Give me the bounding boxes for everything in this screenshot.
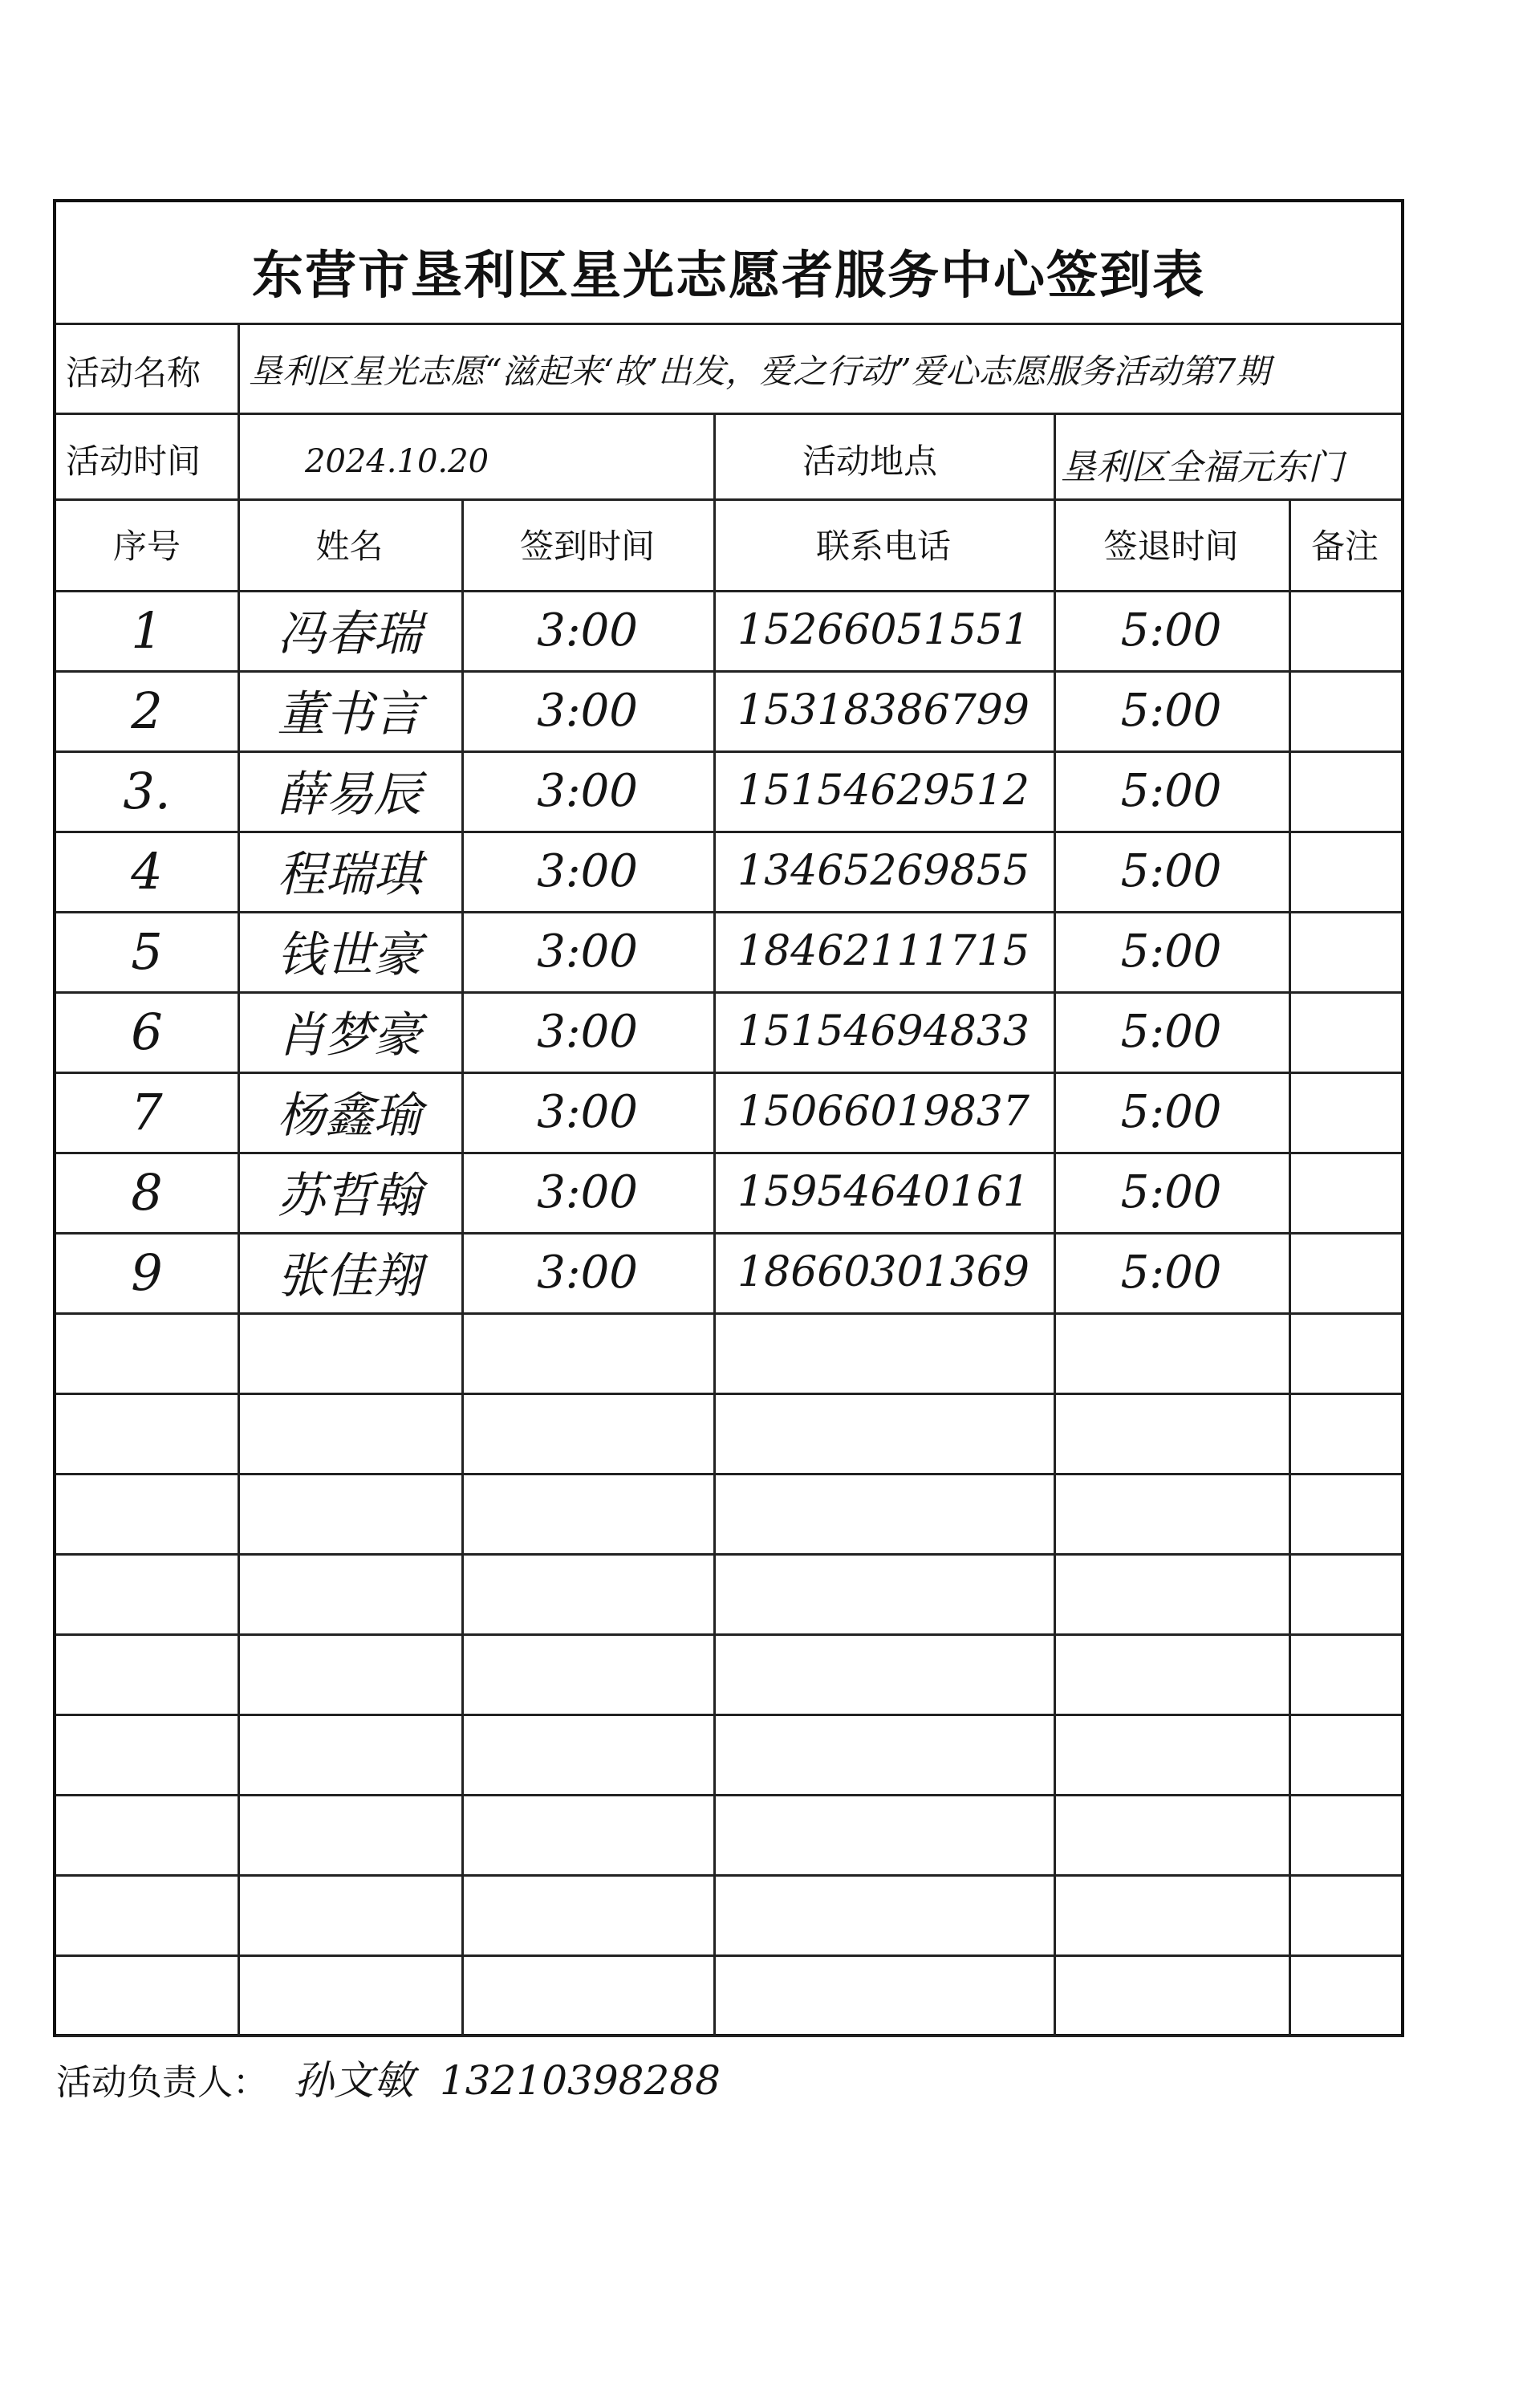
row-sign-in-time <box>461 1874 713 1954</box>
leader-name: 孙文敏 <box>294 2057 414 2104</box>
row-note <box>1289 1232 1401 1312</box>
row-sign-out-time <box>1054 1312 1289 1393</box>
row-name: 肖梦豪 <box>277 1007 422 1064</box>
header-name: 姓名 <box>315 527 384 566</box>
row-phone <box>713 1954 1054 2035</box>
row-seq: 3. <box>123 761 171 820</box>
leader-phone: 13210398288 <box>440 2057 721 2104</box>
row-seq <box>56 1954 238 2035</box>
row-name: 张佳翔 <box>277 1248 422 1304</box>
row-name <box>238 1553 461 1633</box>
row-note <box>1289 1312 1401 1393</box>
row-sign-out-time: 5:00 <box>1120 764 1222 817</box>
row-sign-out-time: 5:00 <box>1120 1246 1222 1299</box>
row-note <box>1289 750 1401 831</box>
row-phone <box>713 1633 1054 1714</box>
row-phone <box>713 1553 1054 1633</box>
row-seq: 6 <box>131 1002 163 1061</box>
row-sign-in-time <box>461 1633 713 1714</box>
row-note <box>1289 991 1401 1072</box>
row-sign-out-time <box>1054 1794 1289 1874</box>
activity-time-label: 活动时间 <box>66 441 201 481</box>
activity-place-label: 活动地点 <box>802 441 938 481</box>
row-sign-in-time <box>461 1393 713 1473</box>
row-seq <box>56 1874 238 1954</box>
row-seq <box>56 1714 238 1794</box>
row-sign-out-time: 5:00 <box>1120 1165 1222 1218</box>
row-phone <box>713 1393 1054 1473</box>
row-sign-in-time: 3:00 <box>537 1246 638 1299</box>
row-note <box>1289 1874 1401 1954</box>
row-seq <box>56 1553 238 1633</box>
row-name <box>238 1874 461 1954</box>
row-sign-in-time: 3:00 <box>537 844 638 897</box>
row-sign-out-time: 5:00 <box>1120 1085 1222 1138</box>
row-phone: 15154694833 <box>737 1007 1029 1056</box>
row-phone: 15066019837 <box>737 1088 1029 1136</box>
row-phone: 15266051551 <box>737 606 1029 654</box>
row-phone: 15318386799 <box>737 686 1029 734</box>
row-note <box>1289 1393 1401 1473</box>
row-sign-in-time <box>461 1312 713 1393</box>
row-sign-in-time: 3:00 <box>537 684 638 737</box>
row-sign-in-time <box>461 1553 713 1633</box>
row-sign-in-time: 3:00 <box>537 925 638 978</box>
row-phone <box>713 1312 1054 1393</box>
row-sign-out-time <box>1054 1633 1289 1714</box>
row-sign-in-time <box>461 1794 713 1874</box>
row-name <box>238 1794 461 1874</box>
activity-place-value: 垦利区全福元东门 <box>1061 447 1343 488</box>
row-sign-out-time: 5:00 <box>1120 604 1222 657</box>
row-sign-in-time: 3:00 <box>537 764 638 817</box>
header-sign-out-time: 签退时间 <box>1103 527 1239 566</box>
row-seq: 1 <box>131 600 163 660</box>
row-seq <box>56 1794 238 1874</box>
sign-in-sheet <box>53 199 1404 2037</box>
row-seq: 9 <box>131 1243 163 1302</box>
header-sign-in-time: 签到时间 <box>519 527 655 566</box>
row-note <box>1289 1633 1401 1714</box>
row-sign-in-time <box>461 1714 713 1794</box>
footer <box>56 2048 721 2106</box>
activity-time-value: 2024.10.20 <box>305 443 489 480</box>
row-sign-in-time: 3:00 <box>537 604 638 657</box>
row-note <box>1289 831 1401 911</box>
row-seq: 4 <box>131 841 163 901</box>
row-name: 杨鑫瑜 <box>277 1088 422 1144</box>
row-name <box>238 1954 461 2035</box>
row-phone: 18462111715 <box>737 927 1029 975</box>
row-sign-out-time: 5:00 <box>1120 1005 1222 1058</box>
sheet-title: 东营市垦利区星光志愿者服务中心签到表 <box>252 246 1205 306</box>
row-sign-in-time: 3:00 <box>537 1085 638 1138</box>
row-sign-out-time: 5:00 <box>1120 684 1222 737</box>
header-phone: 联系电话 <box>815 527 951 566</box>
leader-label: 活动负责人： <box>56 2062 268 2103</box>
row-note <box>1289 1794 1401 1874</box>
row-divider <box>56 2035 1401 2037</box>
row-seq <box>56 1312 238 1393</box>
row-name <box>238 1393 461 1473</box>
row-note <box>1289 1714 1401 1794</box>
row-seq: 8 <box>131 1162 163 1222</box>
row-name: 苏哲翰 <box>277 1168 422 1224</box>
row-sign-out-time <box>1054 1874 1289 1954</box>
row-name: 程瑞琪 <box>277 847 422 903</box>
row-phone: 13465269855 <box>737 847 1029 895</box>
row-sign-out-time <box>1054 1954 1289 2035</box>
row-name: 冯春瑞 <box>277 606 422 662</box>
row-seq <box>56 1633 238 1714</box>
row-sign-out-time <box>1054 1714 1289 1794</box>
row-note <box>1289 911 1401 991</box>
row-seq <box>56 1393 238 1473</box>
row-name: 董书言 <box>277 686 422 742</box>
row-phone <box>713 1874 1054 1954</box>
row-phone: 15154629512 <box>737 767 1029 815</box>
row-name <box>238 1312 461 1393</box>
row-phone: 18660301369 <box>737 1248 1029 1296</box>
row-seq <box>56 1473 238 1553</box>
row-name <box>238 1633 461 1714</box>
row-sign-out-time: 5:00 <box>1120 925 1222 978</box>
row-note <box>1289 1473 1401 1553</box>
header-seq: 序号 <box>112 527 181 566</box>
row-seq: 2 <box>131 681 163 740</box>
row-phone: 15954640161 <box>737 1168 1029 1216</box>
row-sign-in-time <box>461 1473 713 1553</box>
row-sign-in-time: 3:00 <box>537 1005 638 1058</box>
row-note <box>1289 1072 1401 1152</box>
row-sign-out-time: 5:00 <box>1120 844 1222 897</box>
row-phone <box>713 1714 1054 1794</box>
row-name: 薛易辰 <box>277 767 422 823</box>
row-sign-in-time <box>461 1954 713 2035</box>
row-note <box>1289 590 1401 670</box>
row-sign-out-time <box>1054 1473 1289 1553</box>
row-name <box>238 1473 461 1553</box>
row-name: 钱世豪 <box>277 927 422 983</box>
activity-name-label: 活动名称 <box>66 353 201 393</box>
row-phone <box>713 1473 1054 1553</box>
row-note <box>1289 1954 1401 2035</box>
activity-name-value: 垦利区星光志愿“滋起来‘故’出发，爱之行动”爱心志愿服务活动第7期 <box>249 352 1270 391</box>
row-seq: 7 <box>131 1082 163 1141</box>
row-name <box>238 1714 461 1794</box>
row-phone <box>713 1794 1054 1874</box>
header-note: 备注 <box>1310 527 1379 566</box>
row-note <box>1289 670 1401 750</box>
row-seq: 5 <box>131 921 163 981</box>
row-sign-out-time <box>1054 1553 1289 1633</box>
row-note <box>1289 1553 1401 1633</box>
row-note <box>1289 1152 1401 1232</box>
row-sign-out-time <box>1054 1393 1289 1473</box>
row-sign-in-time: 3:00 <box>537 1165 638 1218</box>
